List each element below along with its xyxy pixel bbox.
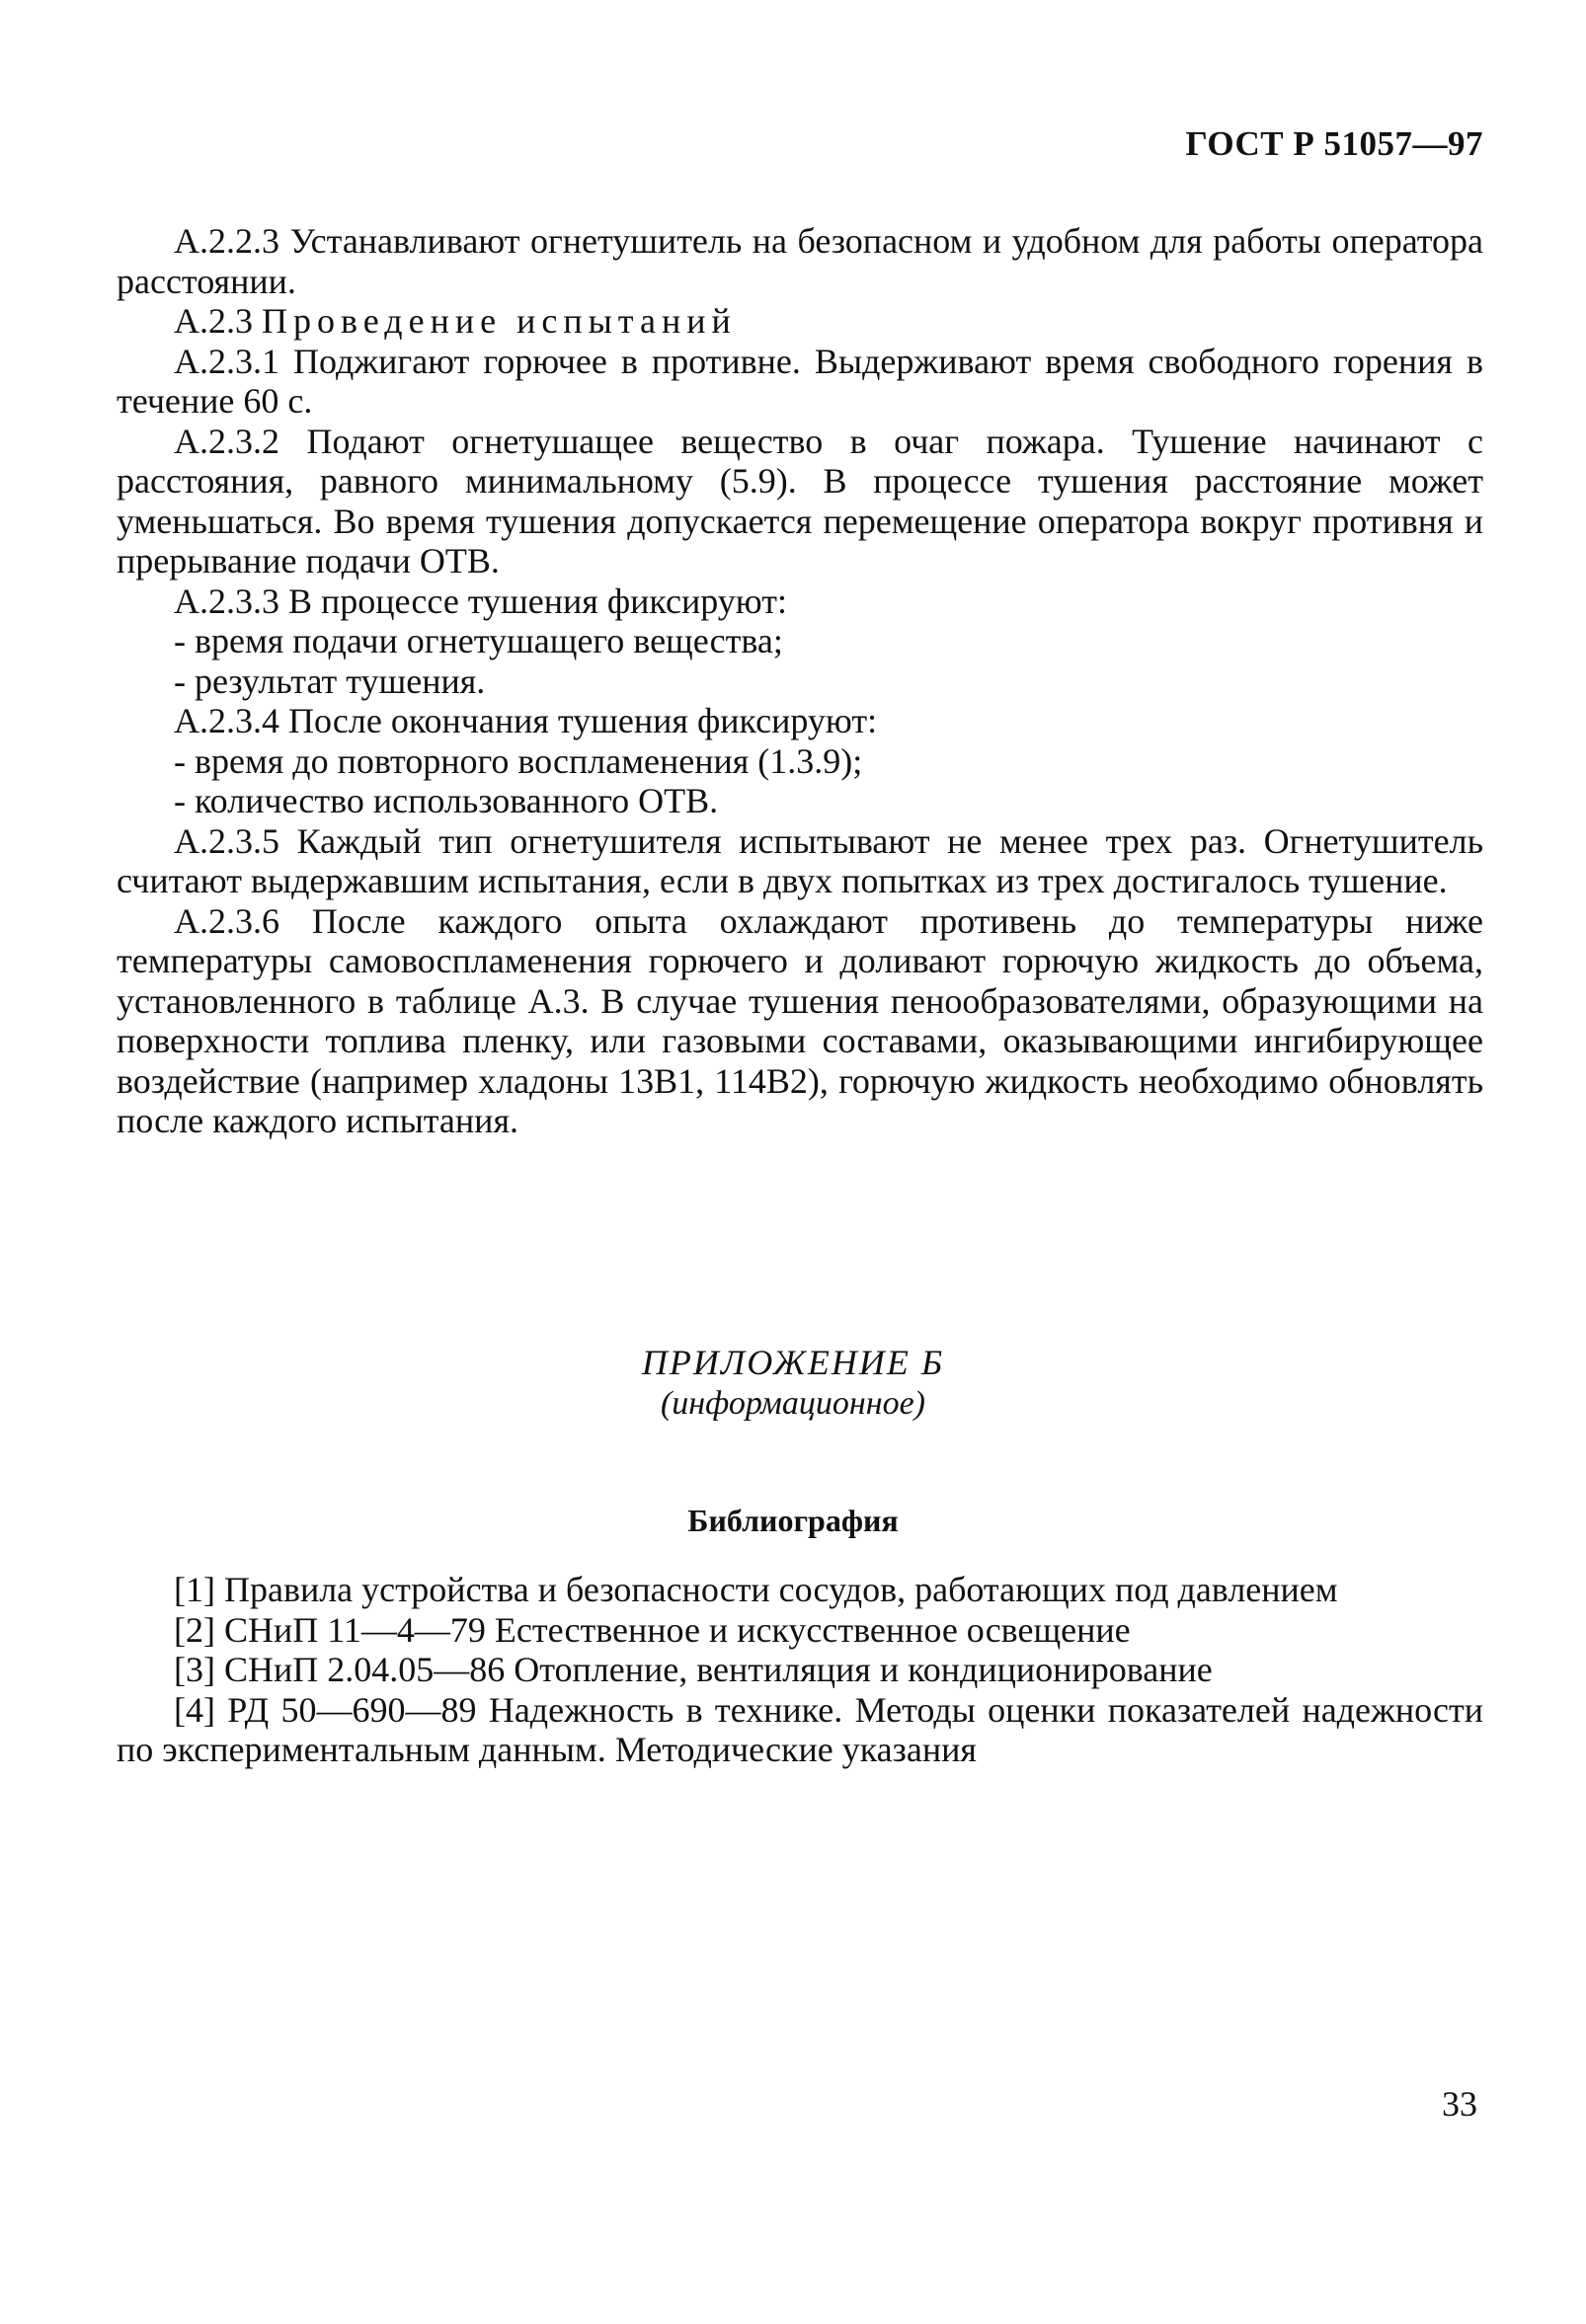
paragraph-a233: А.2.3.3 В процессе тушения фиксируют: xyxy=(174,581,787,621)
section-number: А.2.3 xyxy=(174,301,253,341)
bibliography-item: [4] РД 50—690—89 Надежность в технике. Методы оценки показателей надежности по экспериментальным данным. Методические указания xyxy=(117,1689,1483,1769)
list-item: - время подачи огнетушащего вещества; xyxy=(174,621,783,660)
list-item: - время до повторного воспламенения (1.3.9); xyxy=(174,740,863,781)
paragraph-a232: А.2.3.2 Подают огнетушащее вещество в очаг пожара. Тушение начинают с расстояния, равного минимальному (5.9). В процессе тушения расстояние может уменьшаться. Во время тушения допускается перемещение оператора вокруг противня и прерывание подачи ОТВ. xyxy=(117,421,1483,581)
section-title: Проведение испытаний xyxy=(262,301,737,341)
appendix-title: ПРИЛОЖЕНИЕ Б xyxy=(641,1343,945,1382)
list-item: - количество использованного ОТВ. xyxy=(174,781,719,820)
paragraph-a223: А.2.2.3 Устанавливают огнетушитель на безопасном и удобном для работы оператора расстоянии. xyxy=(117,221,1483,301)
bibliography-list xyxy=(117,1570,1483,1770)
document-code: ГОСТ Р 51057—97 xyxy=(1185,124,1483,163)
appendix-header xyxy=(0,1341,1586,1424)
appendix-subtitle: (информационное) xyxy=(660,1385,926,1422)
bibliography-item: [1] Правила устройства и безопасности сосудов, работающих под давлением xyxy=(174,1570,1338,1609)
bibliography-heading: Библиография xyxy=(687,1503,899,1538)
paragraph-a236: А.2.3.6 После каждого опыта охлаждают противень до температуры ниже температуры самовоспламенения горючего и доливают горючую жидкость до объема, установленного в таблице А.3. В случае тушения пенообразователями, образующими на поверхности топлива пленку, или газовыми составами, оказывающими ингибирующее воздействие (например хладоны 13В1, 114В2), горючую жидкость необходимо обновлять после каждого испытания. xyxy=(117,900,1483,1140)
section-heading-a23 xyxy=(117,301,1483,342)
list-item: - результат тушения. xyxy=(174,660,486,701)
paragraph-a234: А.2.3.4 После окончания тушения фиксируют: xyxy=(174,701,878,740)
bibliography-item: [3] СНиП 2.04.05—86 Отопление, вентиляция и кондиционирование xyxy=(174,1650,1213,1689)
bibliography-item: [2] СНиП 11—4—79 Естественное и искусственное освещение xyxy=(174,1609,1131,1650)
main-text xyxy=(117,221,1483,1141)
paragraph-a235: А.2.3.5 Каждый тип огнетушителя испытывают не менее трех раз. Огнетушитель считают выдержавшим испытания, если в двух попытках из трех достигалось тушение. xyxy=(117,820,1483,900)
page-number: 33 xyxy=(1442,2084,1477,2124)
paragraph-a231: А.2.3.1 Поджигают горючее в противне. Выдерживают время свободного горения в течение 60 с. xyxy=(117,341,1483,421)
